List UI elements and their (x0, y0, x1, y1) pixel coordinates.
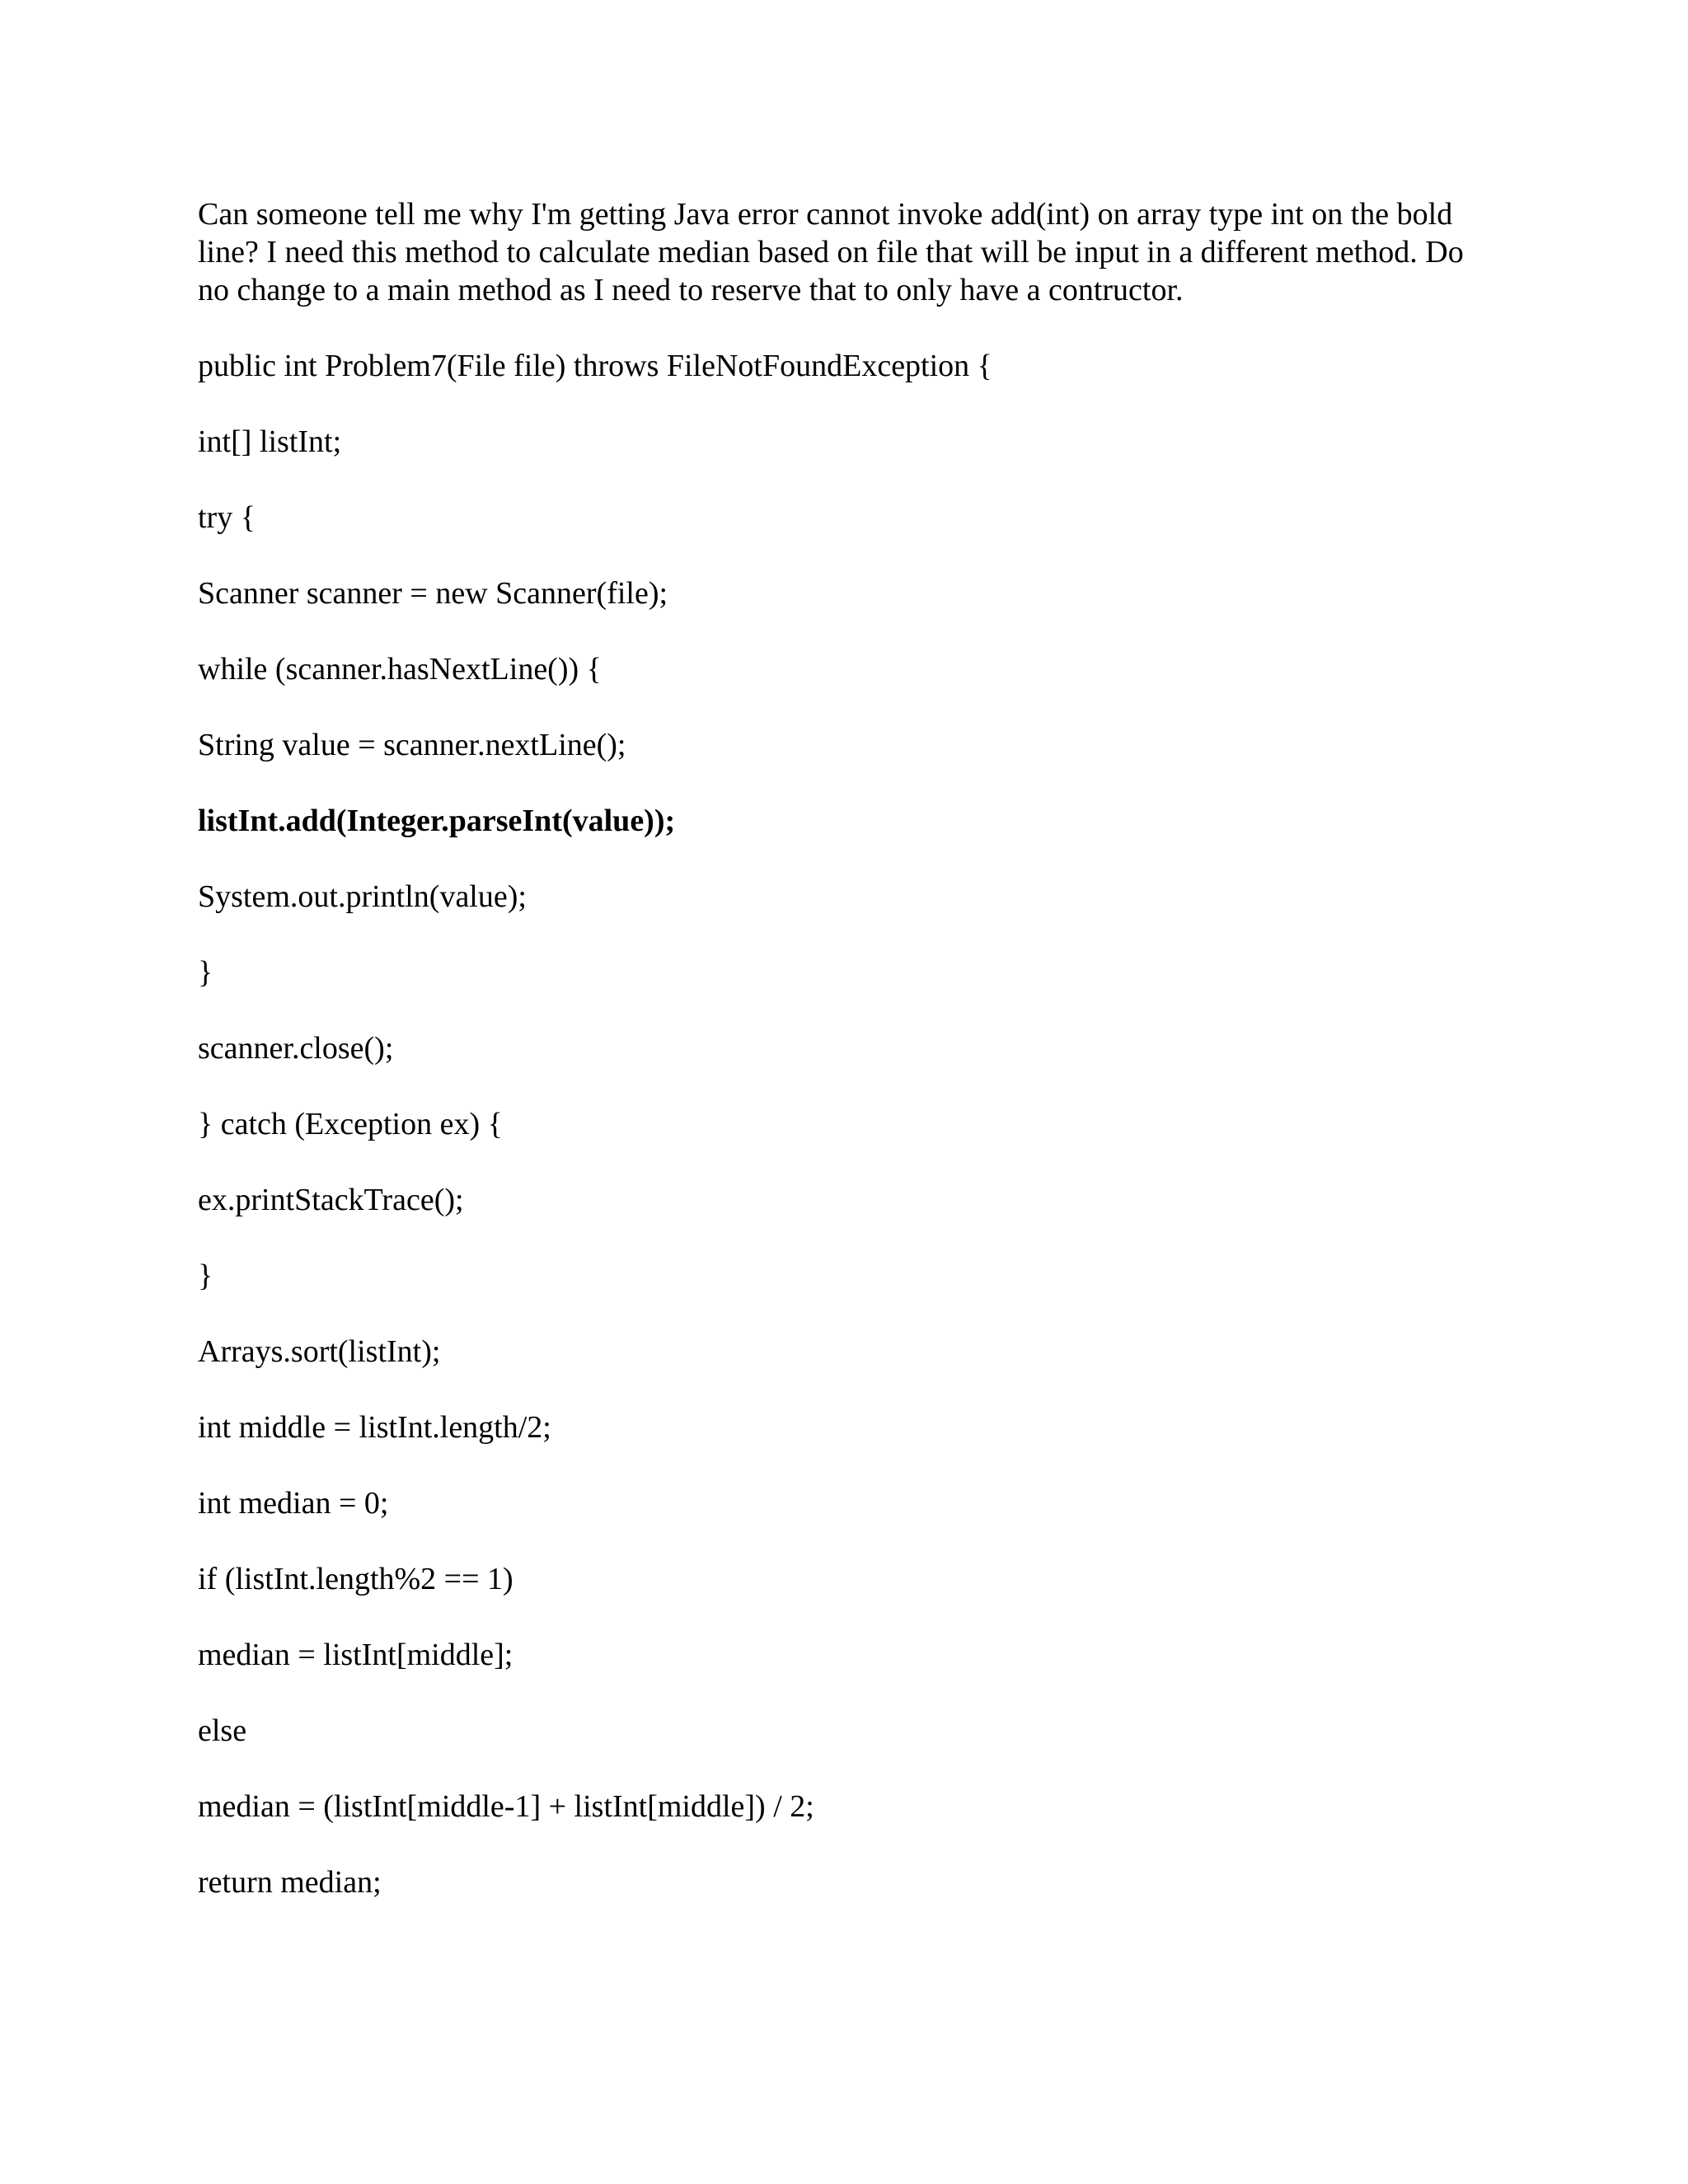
code-line: median = listInt[middle]; (198, 1638, 513, 1672)
code-listing (198, 347, 1484, 1901)
code-line: median = (listInt[middle-1] + listInt[middle]) / 2; (198, 1789, 814, 1824)
code-line: } (198, 955, 213, 990)
code-line: int median = 0; (198, 1486, 389, 1521)
code-line: int middle = listInt.length/2; (198, 1410, 551, 1445)
code-line: else (198, 1713, 247, 1748)
code-line: if (listInt.length%2 == 1) (198, 1562, 513, 1596)
code-line-bold: listInt.add(Integer.parseInt(value)); (198, 804, 676, 838)
code-line: try { (198, 500, 256, 535)
code-line: scanner.close(); (198, 1031, 394, 1066)
code-line: } catch (Exception ex) { (198, 1107, 503, 1141)
code-line: } (198, 1258, 213, 1293)
question-paragraph: Can someone tell me why I'm getting Java error cannot invoke add(int) on array type int on the bold line? I need this method to calculate median based on file that will be input in a different method. Do no change to a main method as I need to reserve that to only have a contructor. (198, 197, 1464, 307)
code-line: Arrays.sort(listInt); (198, 1334, 441, 1369)
code-line: System.out.println(value); (198, 879, 527, 914)
document-content (198, 195, 1484, 1901)
code-line: String value = scanner.nextLine(); (198, 728, 626, 762)
code-line: return median; (198, 1865, 382, 1900)
code-line: public int Problem7(File file) throws FileNotFoundException { (198, 349, 992, 383)
code-line: Scanner scanner = new Scanner(file); (198, 576, 668, 611)
code-line: while (scanner.hasNextLine()) { (198, 652, 602, 687)
code-line: int[] listInt; (198, 424, 342, 459)
code-line: ex.printStackTrace(); (198, 1183, 464, 1217)
